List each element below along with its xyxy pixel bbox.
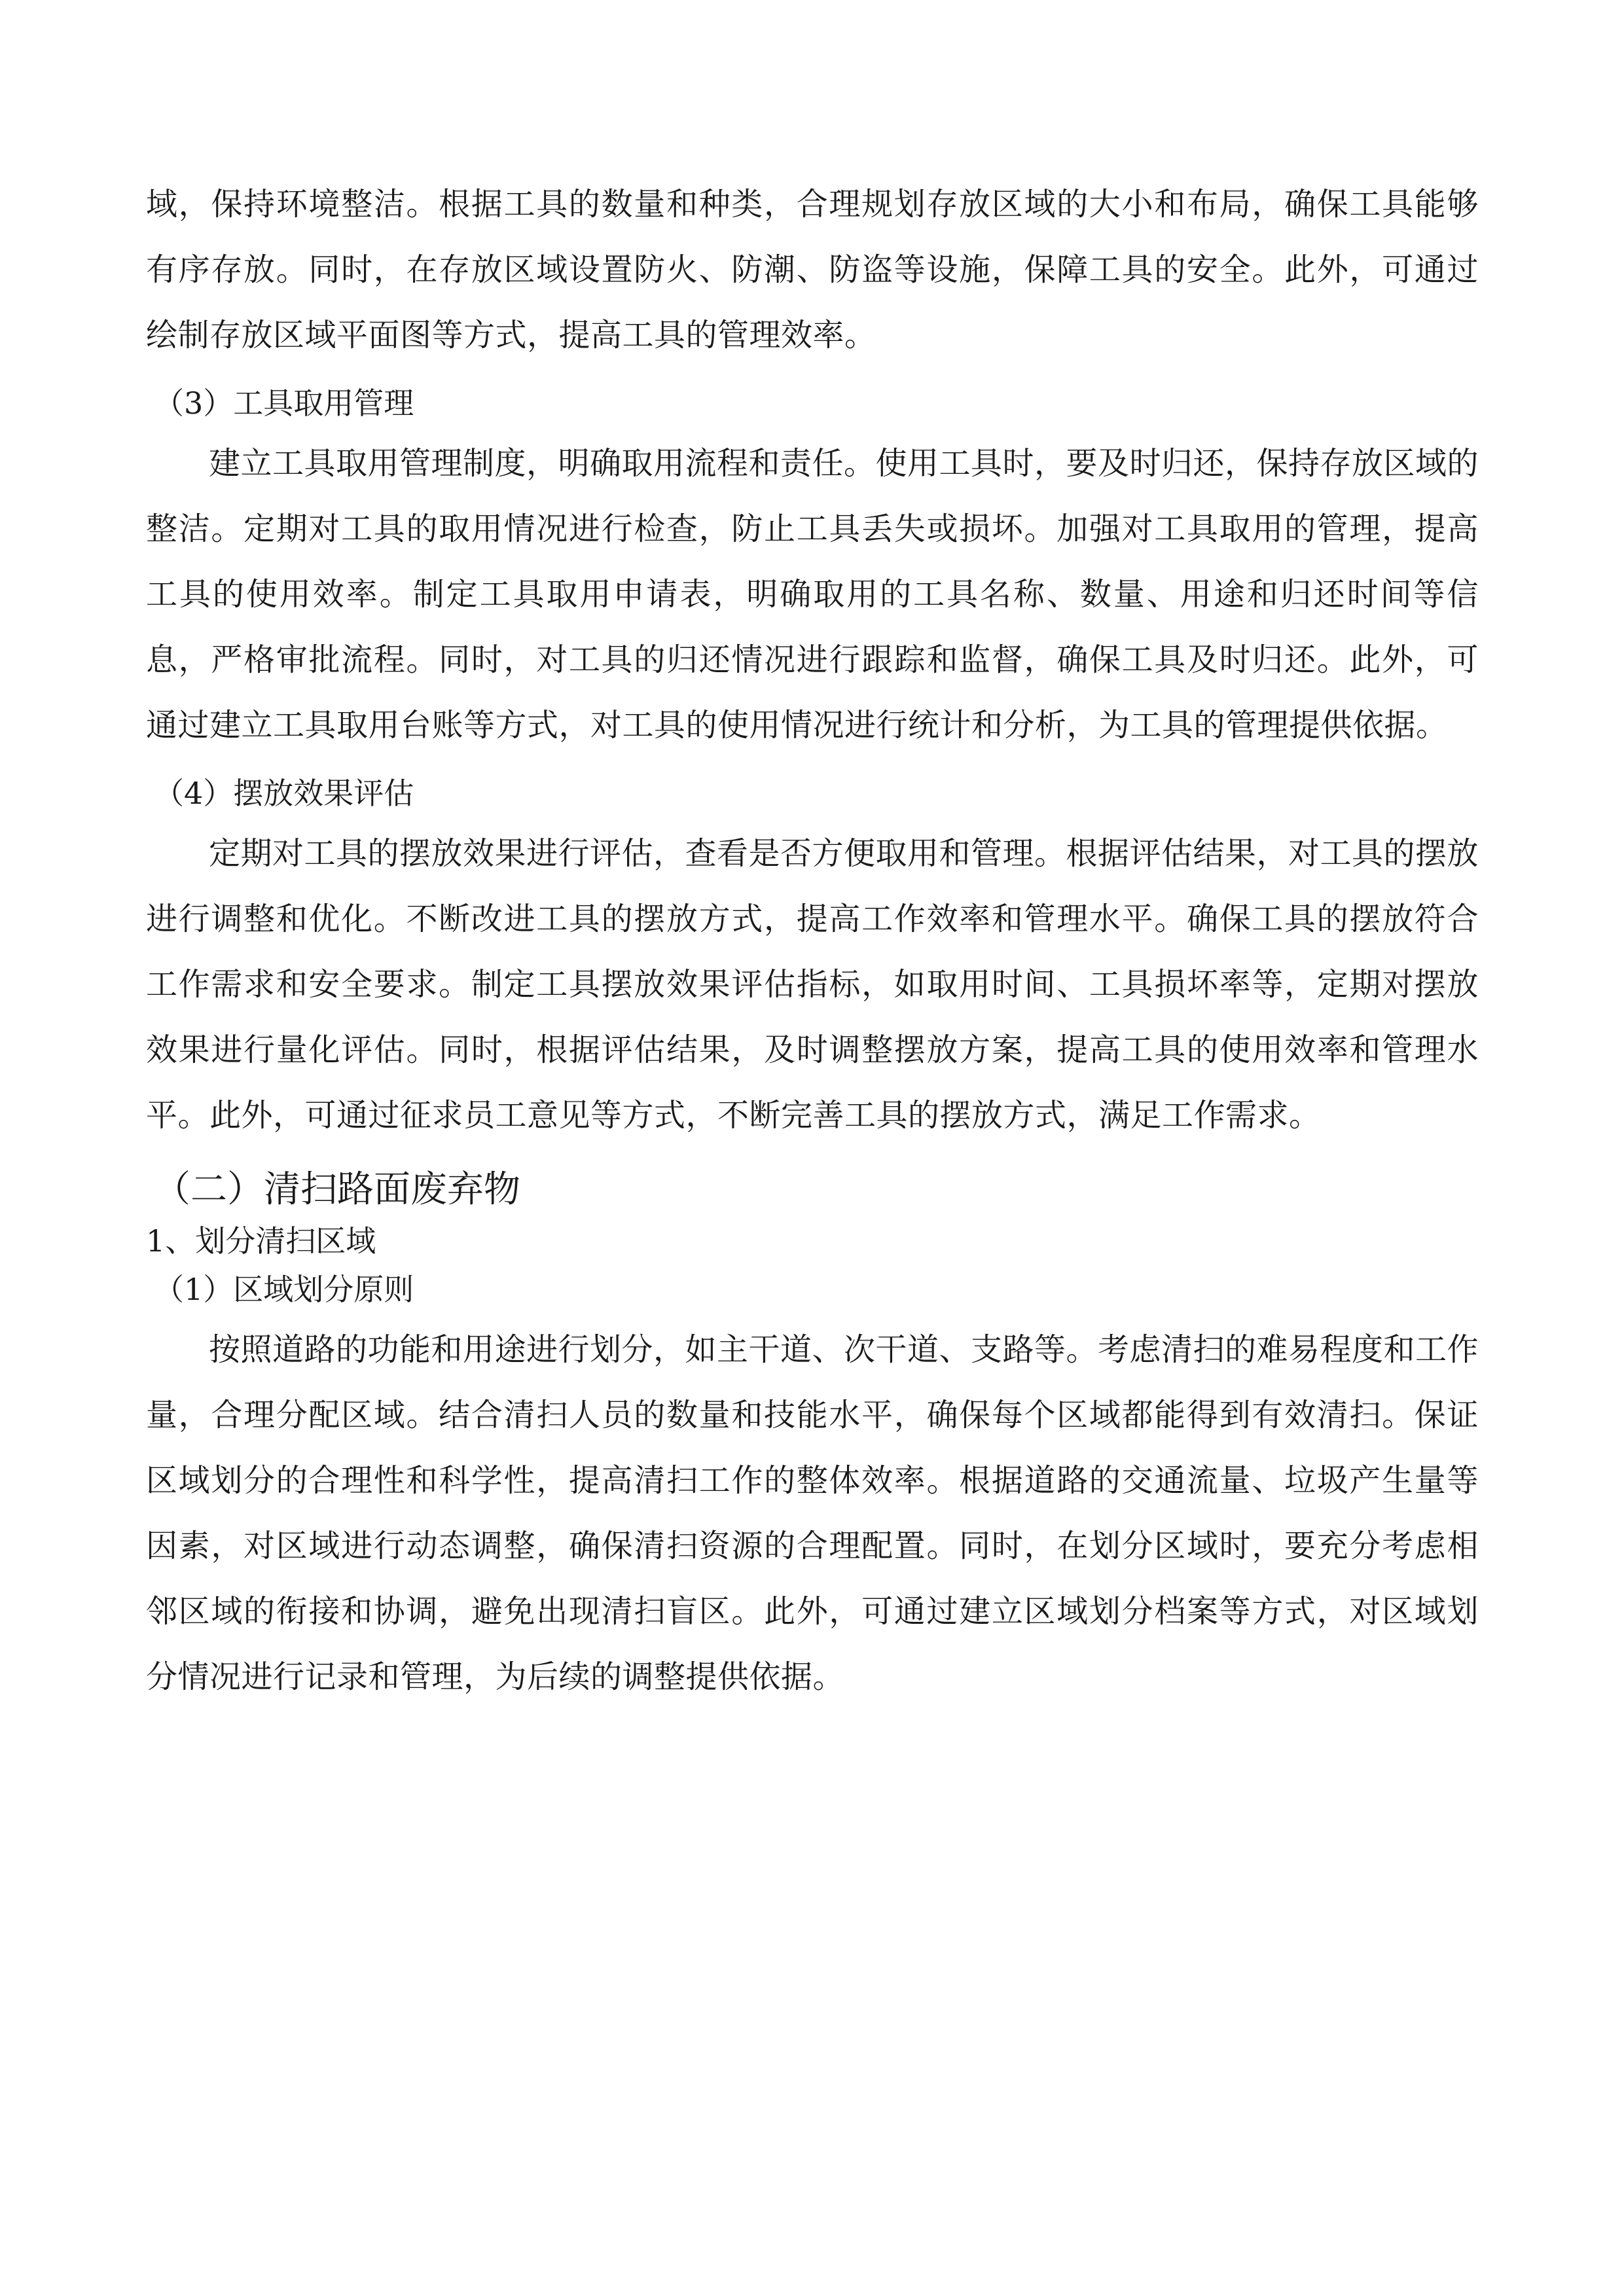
spacer xyxy=(146,368,1479,382)
spacer xyxy=(146,758,1479,772)
subsection-4-heading: （4）摆放效果评估 xyxy=(154,776,414,811)
spacer xyxy=(146,814,1479,821)
section-2-heading: （二）清扫路面废弃物 xyxy=(154,1168,520,1211)
subsection-1-paragraph: 按照道路的功能和用途进行划分，如主干道、次干道、支路等。考虑清扫的难易程度和工作量，合理分配区域。结合清扫人员的数量和技能水平，确保每个区域都能得到有效清扫。保证区域划分的合理性和科学性，提高清扫工作的整体效率。根据道路的交通流量、垃圾产生量等因素，对区域进行动态调整，确保清扫资源的合理配置。同时，在划分区域时，要充分考虑相邻区域的衔接和协调，避免出现清扫盲区。此外，可通过建立区域划分档案等方式，对区域划分情况进行记录和管理，为后续的调整提供依据。 xyxy=(146,1331,1479,1695)
item-1-heading: 1、划分清扫区域 xyxy=(146,1223,376,1259)
document-body xyxy=(146,171,1479,1710)
subsection-1-heading: （1）区域划分原则 xyxy=(154,1272,414,1307)
subsection-3-heading: （3）工具取用管理 xyxy=(154,386,414,421)
spacer xyxy=(146,1262,1479,1268)
spacer xyxy=(146,1148,1479,1164)
spacer xyxy=(146,1310,1479,1317)
subsection-4-paragraph: 定期对工具的摆放效果进行评估，查看是否方便取用和管理。根据评估结果，对工具的摆放进行调整和优化。不断改进工具的摆放方式，提高工作效率和管理水平。确保工具的摆放符合工作需求和安全要求。制定工具摆放效果评估指标，如取用时间、工具损坏率等，定期对摆放效果进行量化评估。同时，根据评估结果，及时调整摆放方案，提高工具的使用效率和管理水平。此外，可通过征求员工意见等方式，不断完善工具的摆放方式，满足工作需求。 xyxy=(146,835,1479,1134)
subsection-3-paragraph: 建立工具取用管理制度，明确取用流程和责任。使用工具时，要及时归还，保持存放区域的整洁。定期对工具的取用情况进行检查，防止工具丢失或损坏。加强对工具取用的管理，提高工具的使用效率。制定工具取用申请表，明确取用的工具名称、数量、用途和归还时间等信息，严格审批流程。同时，对工具的归还情况进行跟踪和监督，确保工具及时归还。此外，可通过建立工具取用台账等方式，对工具的使用情况进行统计和分析，为工具的管理提供依据。 xyxy=(146,445,1479,744)
continuation-paragraph: 域，保持环境整洁。根据工具的数量和种类，合理规划存放区域的大小和布局，确保工具能够有序存放。同时，在存放区域设置防火、防潮、防盗等设施，保障工具的安全。此外，可通过绘制存放区域平面图等方式，提高工具的管理效率。 xyxy=(146,186,1479,353)
spacer xyxy=(146,424,1479,431)
